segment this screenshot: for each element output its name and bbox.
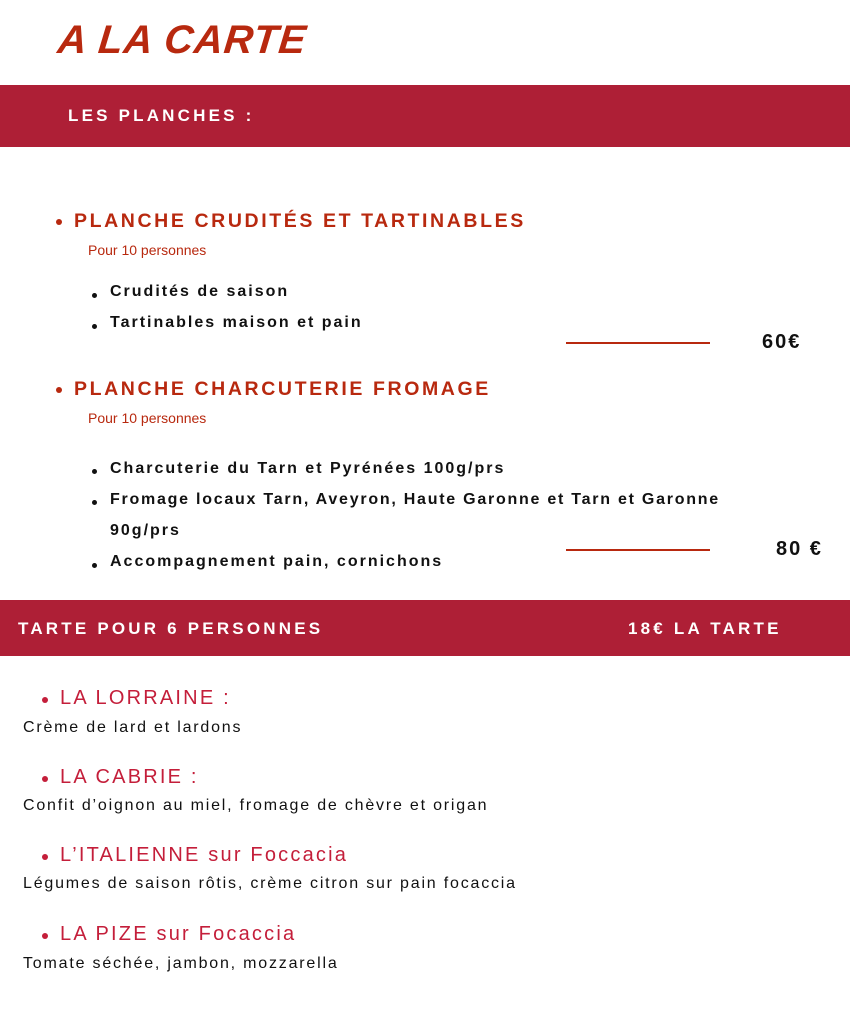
bullet-icon [42,776,48,782]
tarte-name: L’ITALIENNE sur Foccacia [60,844,349,866]
planche-subtitle: Pour 10 personnes [88,242,207,258]
tarte-desc: Légumes de saison rôtis, crème citron sur pain focaccia [23,875,517,892]
planche-item: Fromage locaux Tarn, Aveyron, Haute Garonne et Tarn et Garonne [110,491,720,508]
planche-title: PLANCHE CHARCUTERIE FROMAGE [74,378,491,400]
tarte-name: LA PIZE sur Focaccia [60,923,297,945]
bullet-icon [42,933,48,939]
bullet-icon [92,293,97,298]
tarte-name: LA LORRAINE : [60,687,231,709]
planche-item: Tartinables maison et pain [110,314,363,331]
tarte-desc: Confit d’oignon au miel, fromage de chèvre et origan [23,797,489,814]
bullet-icon [92,500,97,505]
planche-item: Crudités de saison [110,283,290,300]
bullet-icon [56,387,62,393]
price-leader-line [566,342,710,344]
tarte-desc: Tomate séchée, jambon, mozzarella [23,955,339,972]
bullet-icon [42,854,48,860]
planche-title: PLANCHE CRUDITÉS ET TARTINABLES [74,210,526,232]
tarte-price-label: 18€ LA TARTE [628,619,782,638]
tarte-desc: Crème de lard et lardons [23,719,243,736]
tarte-name: LA CABRIE : [60,766,199,788]
section-header-tartes-label: TARTE POUR 6 PERSONNES [18,619,324,638]
planche-price: 60€ [762,331,802,353]
bullet-icon [92,563,97,568]
section-header-planches-label: LES PLANCHES : [68,106,255,125]
price-leader-line [566,549,710,551]
bullet-icon [92,469,97,474]
bullet-icon [92,324,97,329]
section-header-planches [0,85,850,147]
section-header-tartes [0,600,850,656]
planche-item: Accompagnement pain, cornichons [110,553,444,570]
planche-item: Charcuterie du Tarn et Pyrénées 100g/prs [110,460,506,477]
planche-price: 80 € [776,538,823,560]
planche-subtitle: Pour 10 personnes [88,410,207,426]
planche-item-continuation: 90g/prs [110,522,181,539]
page-title: A LA CARTE [55,18,309,62]
bullet-icon [42,697,48,703]
bullet-icon [56,219,62,225]
